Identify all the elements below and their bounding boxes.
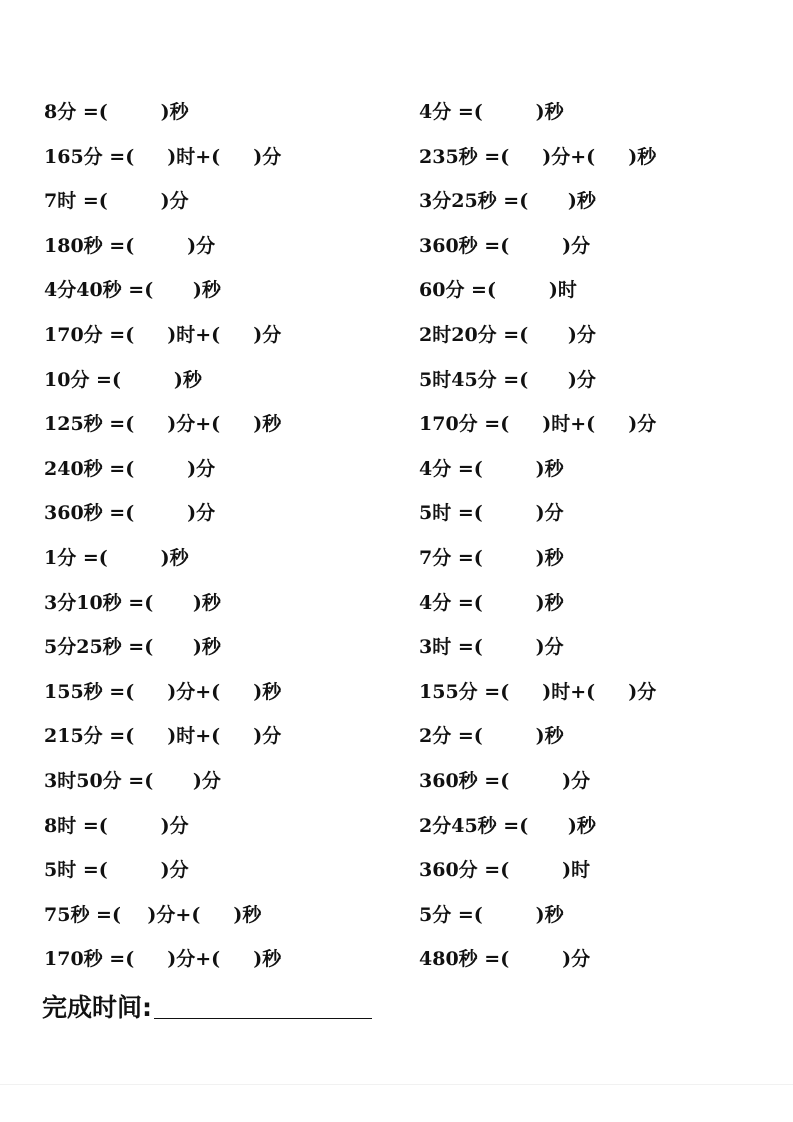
problem-row: 170秒 =( )分+( )秒	[44, 948, 282, 971]
problem-row: 480秒 =( )分	[419, 948, 591, 971]
problem-row: 180秒 =( )分	[44, 234, 216, 257]
problem-row: 165分 =( )时+( )分	[44, 145, 282, 168]
problem-row: 8分 =( )秒	[44, 101, 189, 123]
problem-row: 360秒 =( )分	[419, 769, 591, 792]
completion-time-field	[42, 988, 372, 1024]
problem-row: 5分 =( )秒	[419, 903, 564, 926]
problem-row: 75秒 =( )分+( )秒	[44, 903, 262, 926]
completion-time-label: 完成时间:	[42, 993, 152, 1022]
problem-row: 155分 =( )时+( )分	[419, 680, 657, 703]
problem-row: 5时 =( )分	[419, 502, 564, 525]
problem-row: 235秒 =( )分+( )秒	[419, 145, 657, 168]
problem-row: 2分45秒 =( )秒	[419, 814, 596, 837]
problem-row: 170分 =( )时+( )分	[419, 413, 657, 436]
problem-row: 10分 =( )秒	[44, 368, 202, 391]
problem-row: 2时20分 =( )分	[419, 323, 596, 346]
problem-row: 4分 =( )秒	[419, 591, 564, 614]
problem-row: 2分 =( )秒	[419, 725, 564, 748]
problem-row: 3分25秒 =( )秒	[419, 190, 596, 213]
problem-row: 3分10秒 =( )秒	[44, 591, 221, 614]
problem-row: 7时 =( )分	[44, 190, 189, 213]
problem-row: 8时 =( )分	[44, 814, 189, 837]
completion-time-blank[interactable]	[154, 1018, 372, 1019]
problem-row: 360秒 =( )分	[419, 234, 591, 257]
problem-row: 1分 =( )秒	[44, 546, 189, 569]
problem-row: 170分 =( )时+( )分	[44, 323, 282, 346]
problem-row: 360分 =( )时	[419, 859, 591, 882]
problem-row: 3时 =( )分	[419, 636, 564, 659]
problem-row: 4分40秒 =( )秒	[44, 279, 221, 302]
right-problem-column	[419, 90, 656, 982]
problem-row: 5分25秒 =( )秒	[44, 636, 221, 659]
problem-row: 360秒 =( )分	[44, 502, 216, 525]
problem-row: 5时45分 =( )分	[419, 368, 596, 391]
problem-row: 125秒 =( )分+( )秒	[44, 413, 282, 436]
problem-row: 5时 =( )分	[44, 859, 189, 882]
problem-row: 155秒 =( )分+( )秒	[44, 680, 282, 703]
problem-row: 3时50分 =( )分	[44, 769, 221, 792]
problem-row: 4分 =( )秒	[419, 457, 564, 480]
problem-row: 7分 =( )秒	[419, 546, 564, 569]
left-problem-column	[44, 90, 281, 982]
problem-row: 240秒 =( )分	[44, 457, 216, 480]
problem-row: 4分 =( )秒	[419, 101, 564, 123]
problem-row: 60分 =( )时	[419, 279, 577, 302]
page-bottom-divider	[0, 1084, 793, 1085]
problem-row: 215分 =( )时+( )分	[44, 725, 282, 748]
